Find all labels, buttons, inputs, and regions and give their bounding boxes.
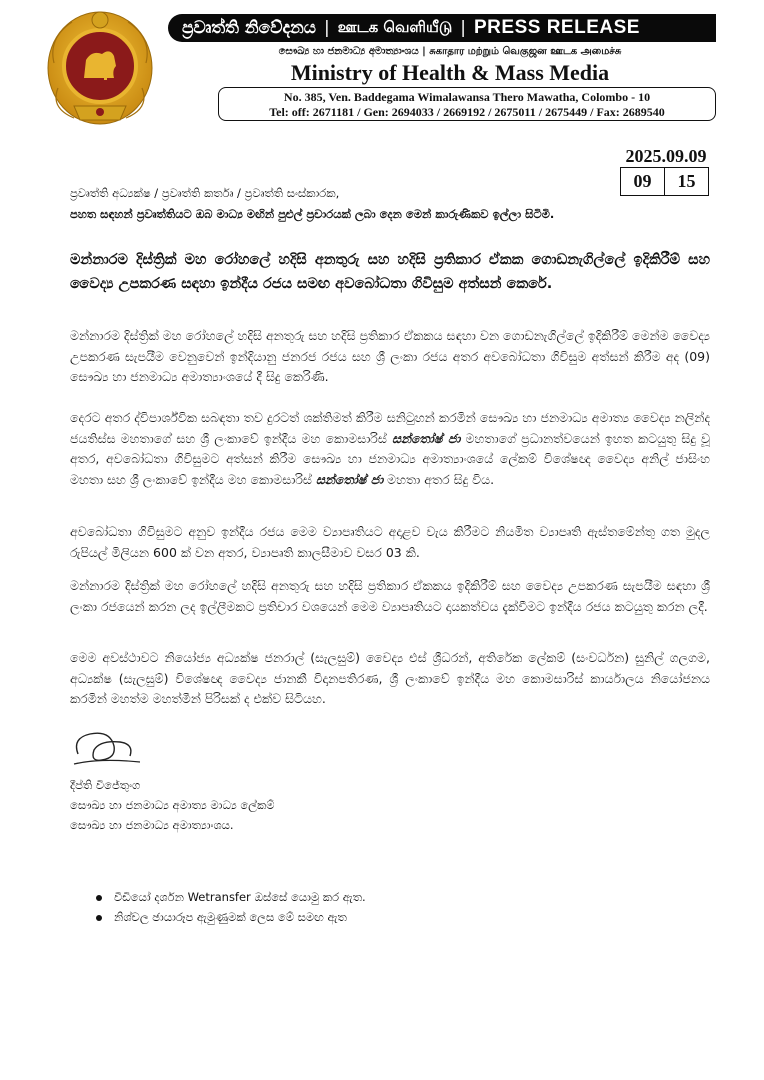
reference-number bbox=[620, 167, 709, 196]
addressee-line: ප්‍රවෘත්ති අධ්‍යක්ෂ / ප්‍රවෘත්ති කර්තෘ / ප්‍රවෘත්ති සංස්කාරක, bbox=[70, 186, 340, 200]
paragraph-2 bbox=[70, 408, 710, 490]
ministry-contacts: Tel: off: 2671181 / Gen: 2694033 / 2669192 / 2675011 / 2675449 / Fax: 2689540 bbox=[269, 105, 665, 119]
ministry-address: No. 385, Ven. Baddegama Wimalawansa Thero Mawatha, Colombo - 10 bbox=[283, 90, 651, 104]
ministry-name: Ministry of Health & Mass Media bbox=[290, 60, 610, 85]
banner-separator: | bbox=[324, 18, 330, 38]
signatory-organization: සෞඛ්‍ය හා ජනමාධ්‍ය අමාත්‍යාංශය. bbox=[70, 818, 234, 832]
reference-box-2: 15 bbox=[665, 167, 709, 196]
paragraph-2-part-a: දෙරට අතර ද්විපාර්ශ්වික සබඳතා තව දුරටත් ශක්තිමත් කිරීම සනිටුහන් කරමින් සෞඛ්‍ය හා ජනමාධ්‍ය අමාත්‍ය වෛද්‍ය නලින්ද ජයතිස්ස මහතාගේ සහ ශ්‍රී ලංකාවේ ඉන්දීය මහ කොමසාරිස් bbox=[70, 410, 710, 446]
paragraph-4: මන්නාරම දිස්ත්‍රික් මහ රෝහලේ හදිසි අනතුරු සහ හදිසි ප්‍රතිකාර ඒකකය ඉදිකිරීම් සහ වෛද්‍ය උපකරණ සැපයීම සඳහා ශ්‍රී ලංකා රජයෙන් කරන ලද ඉල්ලීමකට ප්‍රතිචාර වශයෙන් මෙම ව්‍යාපෘතියට දායකත්වය දැක්වීමට ඉන්දීය රජය කටයුතු කරන ලදී. bbox=[70, 578, 710, 614]
paragraph-2-part-b: මහතාගේ ප්‍රධානත්වයෙන් ඉහත කටයුතු සිදු වූ අතර, අවබෝධතා ගිවිසුමට අත්සන් කිරීම සෞඛ්‍ය හා ජනමාධ්‍ය අමාත්‍යාංශයේ ලේකම් විශේෂඥ වෛද්‍ය අනිල් ජාසිංහ මහතා සහ ශ්‍රී ලංකාවේ ඉන්දීය මහ කොමසාරිස් bbox=[70, 430, 710, 487]
headline: මන්නාරම දිස්ත්‍රික් මහ රෝහලේ හදිසි අනතුරු සහ හදිසි ප්‍රතිකාර ඒකක ගොඩනැගිල්ලේ ඉදිකිරීම් සහ වෛද්‍ය උපකරණ සඳහා ඉන්දීය රජය සමඟ අවබෝධතා ගිවිසුම අත්සන් කෙරේ. bbox=[70, 252, 710, 292]
paragraph-1: මන්නාරම දිස්ත්‍රික් මහ රෝහලේ හදිසි අනතුරු සහ හදිසි ප්‍රතිකාර ඒකකය සඳහා වන ගොඩනැගිල්ලේ ඉදිකිරීම් මෙන්ම වෛද්‍ය උපකරණ සැපයීම වෙනුවෙන් ඉන්දියානු ජනරජ රජය සහ ශ්‍රී ලංකා රජය අතර අවබෝධතා ගිවිසුම අත්සන් කිරීම අද (09) සෞඛ්‍ය හා ජනමාධ්‍ය අමාත්‍යාංශයේ දී සිදු කෙරිණි. bbox=[70, 328, 710, 384]
request-line: පහත සඳහන් ප්‍රවෘත්තියට ඔබ මාධ්‍ය මඟින් පුළුල් ප්‍රචාරයක් ලබා දෙන මෙන් කාරුණිකව ඉල්ලා සිටිමි. bbox=[70, 207, 555, 221]
ministry-subtitle: සෞඛ්‍ය හා ජනමාධ්‍ය අමාත්‍යාංශය | சுகாதார மற்றும் வெகுஜன ஊடக அமைச்சு bbox=[278, 46, 622, 57]
high-commissioner-name: සන්තෝෂ් ජා bbox=[315, 471, 384, 487]
address-box bbox=[218, 87, 716, 121]
signatory-name: දීප්ති විජේතුංග bbox=[70, 778, 141, 792]
high-commissioner-name: සන්තෝෂ් ජා bbox=[391, 430, 461, 446]
press-release-banner bbox=[168, 14, 716, 42]
paragraph-3: අවබෝධතා ගිවිසුමට අනුව ඉන්දීය රජය මෙම ව්‍යාපෘතියට අදාළව වැය කිරීමට නියමිත ව්‍යාපෘති ඇස්තමේන්තු ගත මුදල රුපියල් මිලියන 600 ක් වන අතර, ව්‍යාපෘති කාලසීමාව වසර 03 කි. bbox=[70, 524, 710, 560]
note-text: වීඩියෝ දර්ශන Wetransfer ඔස්සේ යොමු කර ඇත. bbox=[114, 890, 366, 904]
note-text: නිශ්චල ඡායාරූප ඇමුණුමක් ලෙස මේ සමඟ ඇත bbox=[114, 910, 347, 924]
reference-box-1: 09 bbox=[620, 167, 665, 196]
banner-tamil-title: ஊடக வெளியீடு bbox=[337, 18, 453, 36]
note-item bbox=[96, 910, 347, 925]
bullet-icon bbox=[96, 895, 102, 901]
bullet-icon bbox=[96, 915, 102, 921]
sri-lanka-emblem-icon bbox=[44, 8, 156, 128]
paragraph-5: මෙම අවස්ථාවට නියෝජ්‍ය අධ්‍යක්ෂ ජනරාල් (සැලසුම්) වෛද්‍ය එස් ශ්‍රීධරන්, අතිරේක ලේකම් (සංවර්ධන) සුනිල් ගලගම, අධ්‍යක්ෂ (සැලසුම්) විශේෂඥ වෛද්‍ය ජානකී විදානපතිරණ, ශ්‍රී ලංකාවේ ඉන්දීය මහ කොමසාරිස් කාර්යාලය නියෝජනය කරමින් මහත්ම මහත්මීන් පිරිසක් ද එක්ව සිටියහ. bbox=[70, 650, 710, 706]
paragraph-2-part-c: මහතා අතර සිදු විය. bbox=[383, 471, 495, 487]
release-date: 2025.09.09 bbox=[625, 146, 707, 166]
signatory-title: සෞඛ්‍ය හා ජනමාධ්‍ය අමාත්‍ය මාධ්‍ය ලේකම් bbox=[70, 798, 275, 812]
banner-english-title: PRESS RELEASE bbox=[474, 17, 640, 38]
banner-separator: | bbox=[460, 18, 466, 38]
banner-sinhala-title: ප්‍රවෘත්ති නිවේදනය bbox=[182, 18, 317, 38]
signature bbox=[70, 724, 150, 772]
note-item bbox=[96, 890, 366, 905]
